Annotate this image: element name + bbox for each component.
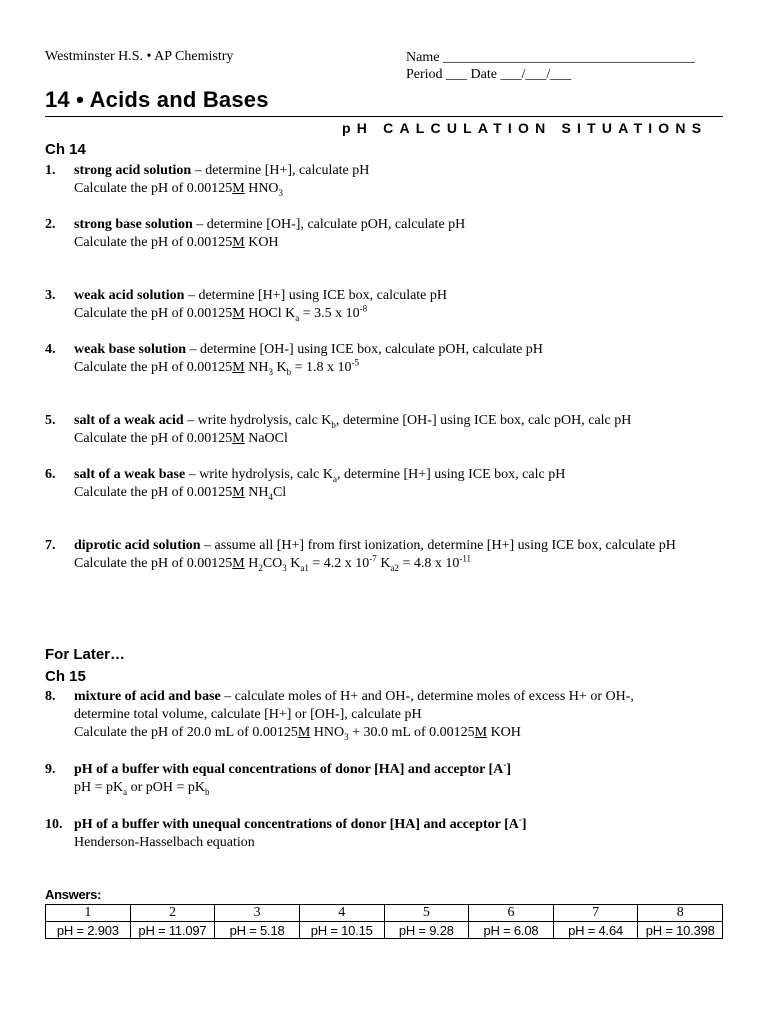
item-problem: Calculate the pH of 20.0 mL of 0.00125 xyxy=(74,725,298,740)
item-number: 6. xyxy=(45,467,56,482)
molarity-unit: M xyxy=(297,725,311,740)
chemical-species: HNO xyxy=(310,725,345,740)
answer-number: 5 xyxy=(384,905,469,922)
constant-symbol: K xyxy=(376,556,391,571)
list-item xyxy=(45,688,735,742)
chemical-species-cont: CO xyxy=(262,556,283,571)
item-label: salt of a weak acid xyxy=(74,413,184,428)
answer-value: pH = 4.64 xyxy=(553,922,638,939)
item-label: salt of a weak base xyxy=(74,467,186,482)
item-problem: Calculate the pH of 0.00125 xyxy=(74,431,233,446)
section-heading-for-later: For Later… xyxy=(45,646,126,663)
subscript: 4 xyxy=(268,491,273,502)
subscript: a1 xyxy=(300,562,309,573)
answer-number: 8 xyxy=(638,905,723,922)
list-item xyxy=(45,412,735,448)
answers-label: Answers: xyxy=(45,887,102,902)
subscript: a xyxy=(332,473,337,484)
item-description: – determine [H+], calculate pH xyxy=(191,163,370,178)
constant-value: = 3.5 x 10 xyxy=(299,306,360,321)
item-number: 2. xyxy=(45,217,56,232)
chemical-species: NaOCl xyxy=(244,431,288,446)
item-label: pH of a buffer with unequal concentrations of donor [HA] and acceptor [A xyxy=(74,817,519,832)
list-item xyxy=(45,466,735,502)
answer-number: 2 xyxy=(130,905,215,922)
item-number: 1. xyxy=(45,163,56,178)
item-number: 5. xyxy=(45,413,56,428)
item-label: diprotic acid solution xyxy=(74,538,201,553)
list-item xyxy=(45,162,735,198)
item-number: 8. xyxy=(45,689,56,704)
section-heading-ch15: Ch 15 xyxy=(45,668,86,685)
molarity-unit: M xyxy=(232,306,245,321)
answer-value: pH = 11.097 xyxy=(130,922,215,939)
formula: or pOH = pK xyxy=(127,780,206,795)
answers-table xyxy=(45,904,723,939)
answers-value-row xyxy=(46,922,723,939)
superscript: - xyxy=(518,814,522,825)
item-number: 4. xyxy=(45,342,56,357)
chemical-species: KOH xyxy=(244,235,279,250)
item-label: mixture of acid and base xyxy=(74,689,221,704)
molarity-unit: M xyxy=(232,181,245,196)
item-description: – assume all [H+] from first ionization, determine [H+] using ICE box, calculate pH xyxy=(200,538,676,553)
chemical-species-cont: Cl xyxy=(272,485,287,500)
answer-number: 1 xyxy=(46,905,131,922)
constant-value: = 1.8 x 10 xyxy=(291,360,352,375)
item-problem: Calculate the pH of 0.00125 xyxy=(74,360,233,375)
item-label: strong acid solution xyxy=(74,163,192,178)
page-title: 14 • Acids and Bases xyxy=(45,87,269,112)
subscript: 3 xyxy=(278,187,284,198)
title-rule xyxy=(45,116,723,117)
chemical-species: NH xyxy=(244,485,269,500)
answer-value: pH = 9.28 xyxy=(384,922,469,939)
item-description-cont: determine total volume, calculate [H+] or [OH-], calculate pH xyxy=(74,707,422,722)
subscript: b xyxy=(286,366,292,377)
bracket: ] xyxy=(521,817,527,832)
chemical-species: KOH xyxy=(487,725,521,740)
subscript: 3 xyxy=(282,562,287,573)
answers-header-row xyxy=(46,905,723,922)
subscript: a xyxy=(123,786,128,797)
molarity-unit: M xyxy=(232,556,245,571)
molarity-unit: M xyxy=(232,360,245,375)
exponent: -5 xyxy=(351,357,359,368)
item-label: weak acid solution xyxy=(74,288,185,303)
answer-number: 3 xyxy=(215,905,300,922)
subscript: b xyxy=(205,786,210,797)
item-description: Henderson-Hasselbach equation xyxy=(74,835,255,850)
molarity-unit: M xyxy=(474,725,488,740)
chemical-species: HOCl K xyxy=(244,306,296,321)
subtitle: pH CALCULATION SITUATIONS xyxy=(342,120,708,136)
constant-value: = 4.8 x 10 xyxy=(398,556,460,571)
molarity-unit: M xyxy=(232,235,245,250)
answer-number: 7 xyxy=(553,905,638,922)
subscript: 2 xyxy=(258,562,263,573)
subscript: 3 xyxy=(268,366,273,377)
item-description: – determine [H+] using ICE box, calculate pH xyxy=(184,288,448,303)
answer-value: pH = 10.15 xyxy=(299,922,384,939)
item-label: weak base solution xyxy=(74,342,187,357)
list-item xyxy=(45,761,735,797)
item-problem: Calculate the pH of 0.00125 xyxy=(74,306,233,321)
item-description: – write hydrolysis, calc K xyxy=(183,413,332,428)
item-description: – calculate moles of H+ and OH-, determine moles of excess H+ or OH-, xyxy=(220,689,634,704)
answer-value: pH = 6.08 xyxy=(469,922,554,939)
chemical-species: H xyxy=(244,556,259,571)
item-description-cont: , determine [H+] using ICE box, calc pH xyxy=(336,467,566,482)
list-item xyxy=(45,537,735,573)
name-field-line: Name ____________________________________ xyxy=(406,50,695,65)
period-date-line: Period ___ Date ___/___/___ xyxy=(406,67,572,82)
exponent: -11 xyxy=(459,553,472,564)
constant-symbol: K xyxy=(286,556,301,571)
chemical-species: HNO xyxy=(244,181,279,196)
subscript: 3 xyxy=(344,731,349,742)
answer-value: pH = 10.398 xyxy=(638,922,723,939)
superscript: - xyxy=(503,759,507,770)
constant-value: = 4.2 x 10 xyxy=(308,556,370,571)
chemical-species: NH xyxy=(244,360,269,375)
subscript: a2 xyxy=(390,562,399,573)
list-item xyxy=(45,287,735,323)
list-item xyxy=(45,816,735,852)
subscript: b xyxy=(331,419,336,430)
item-number: 3. xyxy=(45,288,56,303)
molarity-unit: M xyxy=(232,431,245,446)
item-description: – write hydrolysis, calc K xyxy=(185,467,333,482)
constant-symbol: K xyxy=(272,360,287,375)
answer-number: 4 xyxy=(299,905,384,922)
item-label: pH of a buffer with equal concentrations of donor [HA] and acceptor [A xyxy=(74,762,504,777)
bracket: ] xyxy=(506,762,511,777)
exponent: -8 xyxy=(359,303,368,314)
item-number: 9. xyxy=(45,762,56,777)
item-problem: Calculate the pH of 0.00125 xyxy=(74,485,233,500)
answer-number: 6 xyxy=(469,905,554,922)
course-name: Westminster H.S. • AP Chemistry xyxy=(45,49,234,64)
item-problem-cont: + 30.0 mL of 0.00125 xyxy=(348,725,475,740)
answer-value: pH = 5.18 xyxy=(215,922,300,939)
item-label: strong base solution xyxy=(74,217,193,232)
item-problem: Calculate the pH of 0.00125 xyxy=(74,181,233,196)
item-description-cont: , determine [OH-] using ICE box, calc pOH, calc pH xyxy=(335,413,632,428)
item-number: 10. xyxy=(45,817,63,832)
section-heading-ch14: Ch 14 xyxy=(45,141,86,158)
exponent: -7 xyxy=(369,553,377,564)
list-item xyxy=(45,216,735,252)
item-problem: Calculate the pH of 0.00125 xyxy=(74,235,233,250)
item-number: 7. xyxy=(45,538,56,553)
item-description: – determine [OH-] using ICE box, calculate pOH, calculate pH xyxy=(186,342,543,357)
subscript: a xyxy=(295,312,300,323)
list-item xyxy=(45,341,735,377)
item-description: – determine [OH-], calculate pOH, calculate pH xyxy=(192,217,466,232)
molarity-unit: M xyxy=(232,485,245,500)
item-problem: Calculate the pH of 0.00125 xyxy=(74,556,233,571)
formula: pH = pK xyxy=(74,780,124,795)
answer-value: pH = 2.903 xyxy=(46,922,131,939)
